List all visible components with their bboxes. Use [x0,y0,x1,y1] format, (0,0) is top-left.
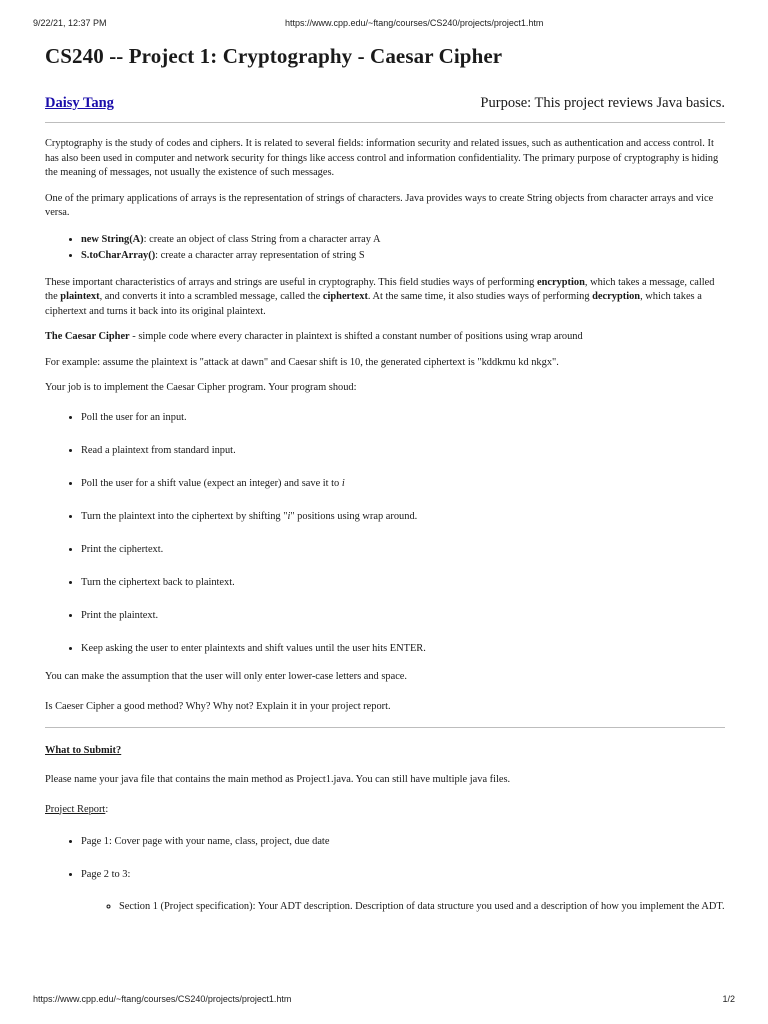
list-item: • Page 2 to 3: ◦ Section 1 (Project specification): Your ADT description. Description of data structure you used and a description of how you implement the ADT. [81,868,725,914]
method-desc: : create a character array representation of string S [155,249,365,261]
caesar-label: The Caesar Cipher [45,331,130,342]
purpose-text: Purpose: This project reviews Java basics. [480,95,725,111]
footer-url: https://www.cpp.edu/~ftang/courses/CS240/projects/project1.htm [33,994,292,1004]
document-body [45,44,725,933]
cryptography-paragraph: These important characteristics of arrays and strings are useful in cryptography. This field studies ways of performing encryption, which takes a message, called the plaintext, and converts it into a scrambled message, called the ciphertext. At the same time, it also studies ways of performing decryption, which takes a ciphertext and turns it back into its original plaintext. [45,276,715,317]
divider [45,727,725,728]
steps-list [45,411,725,656]
divider [45,122,725,123]
method-name: S.toCharArray() [81,249,156,261]
naming-paragraph: Please name your java file that contains the main method as Project1.java. You can still have multiple java files. [45,774,511,785]
methods-list [45,232,725,264]
list-item: • Read a plaintext from standard input. [81,444,725,458]
report-heading: Project Report: [45,803,109,815]
list-item: • Turn the plaintext into the ciphertext by shifting "i" positions using wrap around. [81,510,725,524]
print-url: https://www.cpp.edu/~ftang/courses/CS240/projects/project1.htm [285,18,544,28]
print-footer [33,994,735,1004]
submit-heading: What to Submit? [45,744,122,756]
author-link[interactable]: Daisy Tang [45,95,114,111]
print-header [33,18,735,28]
list-item: • Page 1: Cover page with your name, class, project, due date [81,835,725,849]
arrays-paragraph: One of the primary applications of arrays is the representation of strings of characters. Java provides ways to create String objects from character arrays and vice versa. [45,192,714,218]
byline [45,95,725,112]
list-item: • Print the plaintext. [81,609,725,623]
method-name: new String(A) [81,233,144,245]
intro-paragraph: Cryptography is the study of codes and ciphers. It is related to several fields: information security and related issues, such as authentication and access control. It has also been used in computer and network security for things like access control and information confidentiality. The primary purpose of cryptography is hiding the meaning of messages, not usually the existence of such messages. [45,138,719,178]
list-item: • Keep asking the user to enter plaintexts and shift values until the user hits ENTER. [81,642,725,656]
list-item [81,232,725,248]
list-item: ◦ Section 1 (Project specification): Your ADT description. Description of data structure you used and a description of how you implement the ADT. [119,900,725,914]
list-item: • Poll the user for an input. [81,411,725,425]
assumption-paragraph: You can make the assumption that the user will only enter lower-case letters and space. [45,670,408,682]
list-item: • Print the ciphertext. [81,543,725,557]
report-list [45,835,725,914]
caesar-definition: The Caesar Cipher - simple code where every character in plaintext is shifted a constant number of positions using wrap around [45,331,583,342]
page-title: CS240 -- Project 1: Cryptography - Caesar Cipher [45,44,503,68]
list-item: • Poll the user for a shift value (expect an integer) and save it to i [81,477,725,491]
report-sublist [81,900,725,914]
method-desc: : create an object of class String from a character array A [143,233,381,245]
print-datetime: 9/22/21, 12:37 PM [33,18,107,28]
list-item [81,248,725,264]
page-number: 1/2 [722,994,735,1004]
job-intro: Your job is to implement the Caesar Cipher program. Your program shoud: [45,382,357,393]
question-paragraph: Is Caeser Cipher a good method? Why? Why not? Explain it in your project report. [45,701,391,712]
list-item: • Turn the ciphertext back to plaintext. [81,576,725,590]
example-paragraph: For example: assume the plaintext is "attack at dawn" and Caesar shift is 10, the generated ciphertext is "kddkmu kd nkgx". [45,356,559,368]
